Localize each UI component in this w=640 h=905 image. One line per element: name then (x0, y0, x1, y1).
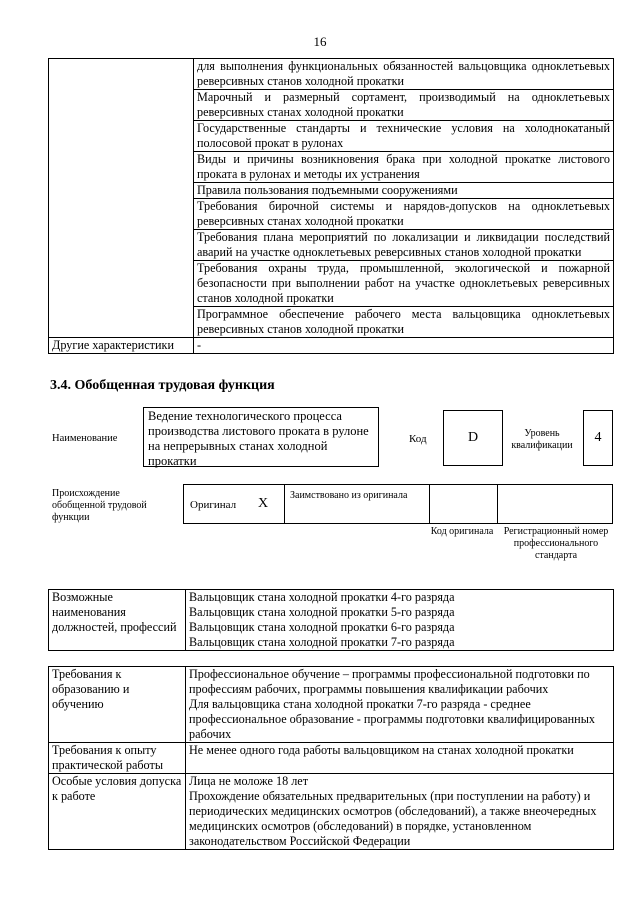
divider (429, 485, 430, 523)
table-cell: Требования охраны труда, промышленной, экологической и пожарной безопасности при выполнении работ на участке одноклетьевых реверсивных станов холодной прокатки (194, 261, 614, 307)
table-cell: Программное обеспечение рабочего места вальцовщика одноклетьевых реверсивных станов холодной прокатки (194, 307, 614, 338)
table-cell: Государственные стандарты и технические условия на холоднокатаный полосовой прокат в рулонах (194, 121, 614, 152)
table-cell: Правила пользования подъемными сооружениями (194, 183, 614, 199)
table-cell: Требования бирочной системы и нарядов-допусков на одноклетьевых реверсивных станах холодной прокатки (194, 199, 614, 230)
origin-label: Происхождение обобщенной трудовой функции (52, 488, 147, 523)
table-cell: для выполнения функциональных обязанностей вальцовщика одноклетьевых реверсивных станов холодной прокатки (194, 59, 614, 90)
education-line: Для вальцовщика стана холодной прокатки 7-го разряда - среднее профессиональное образование - программы подготовки квалифицированных рабочих (189, 697, 595, 741)
level-label: Уровень квалификации (511, 428, 573, 451)
table-cell-empty (49, 59, 194, 338)
requirements-table (48, 666, 614, 850)
experience-label: Требования к опыту практической работы (49, 743, 186, 774)
experience-value: Не менее одного года работы вальцовщиком на станах холодной прокатки (186, 743, 614, 774)
positions-table (48, 589, 614, 651)
reg-number-caption: Регистрационный номер профессионального стандарта (503, 526, 609, 561)
table-cell: Марочный и размерный сортамент, производимый на одноклетьевых реверсивных станах холодной прокатки (194, 90, 614, 121)
other-characteristics-label: Другие характеристики (49, 338, 194, 354)
original-label: Оригинал (190, 499, 237, 511)
divider (284, 485, 285, 523)
positions-values (186, 590, 614, 651)
conditions-line: Лица не моложе 18 лет (189, 774, 309, 788)
code-value: D (443, 410, 503, 466)
knowledge-table (48, 58, 614, 354)
education-line: Профессиональное обучение – программы профессиональной подготовки по профессиям рабочих, программы повышения квалификации рабочих (189, 667, 590, 696)
borrowed-label: Заимствовано из оригинала (290, 490, 408, 501)
function-name-value: Ведение технологического процесса производства листового проката в рулоне на непрерывных станах холодной прокатки (143, 407, 379, 467)
divider (497, 485, 498, 523)
position-item: Вальцовщик стана холодной прокатки 5-го разряда (189, 605, 455, 619)
section-heading: 3.4. Обобщенная трудовая функция (50, 378, 275, 393)
name-label: Наименование (52, 433, 118, 444)
page-number: 16 (313, 34, 327, 49)
positions-label: Возможные наименования должностей, профессий (49, 590, 186, 651)
position-item: Вальцовщик стана холодной прокатки 6-го разряда (189, 620, 455, 634)
education-value (186, 667, 614, 743)
other-characteristics-value: - (194, 338, 614, 354)
table-cell: Требования плана мероприятий по локализации и ликвидации последствий аварий на участке одноклетьевых реверсивных станов холодной прокатки (194, 230, 614, 261)
code-caption: Код оригинала (430, 526, 494, 537)
position-item: Вальцовщик стана холодной прокатки 7-го разряда (189, 635, 455, 649)
level-value: 4 (583, 410, 613, 466)
conditions-label: Особые условия допуска к работе (49, 774, 186, 850)
conditions-line: Прохождение обязательных предварительных (при поступлении на работу) и периодических медицинских осмотров (обследований), а также внеочередных медицинских осмотров (обследований) в порядке, установленном законодательством Российской Федерации (189, 789, 597, 848)
position-item: Вальцовщик стана холодной прокатки 4-го разряда (189, 590, 455, 604)
education-label: Требования к образованию и обучению (49, 667, 186, 743)
original-mark: X (258, 496, 269, 511)
origin-box (183, 484, 613, 524)
conditions-value (186, 774, 614, 850)
table-cell: Виды и причины возникновения брака при холодной прокатке листового проката в рулонах и методы их устранения (194, 152, 614, 183)
code-label: Код (409, 433, 427, 445)
